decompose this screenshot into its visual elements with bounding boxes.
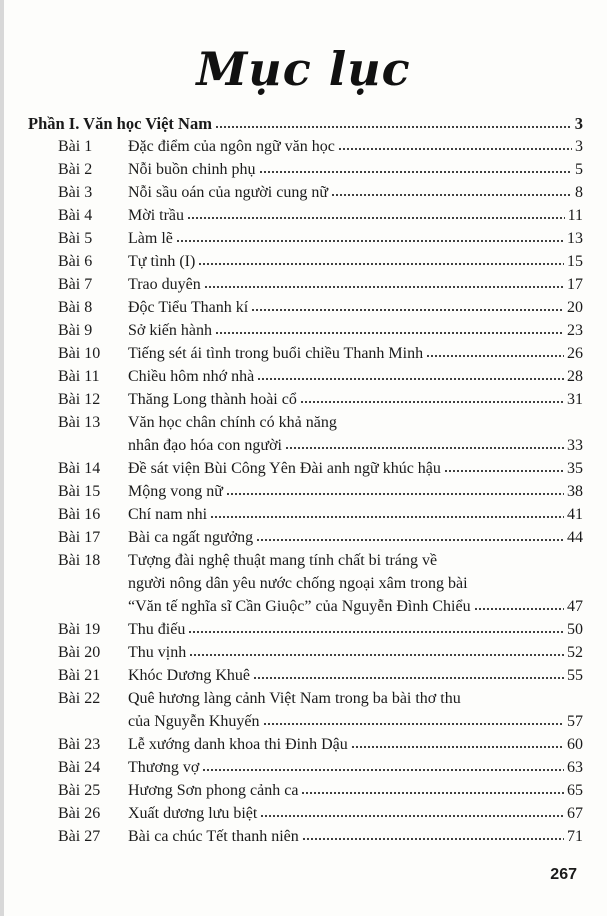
lesson-number: Bài 12 [58,391,101,408]
entry-body [128,687,583,733]
lesson-number: Bài 6 [58,253,93,270]
entry-body [128,503,583,526]
entry-line [128,595,583,618]
entry-body [128,250,583,273]
dot-leader [187,216,565,220]
part-page: 3 [574,114,583,133]
entry-line [128,733,583,756]
lesson-title: Thu vịnh [128,644,187,661]
toc-entry[interactable] [28,457,583,480]
dot-leader [285,446,564,450]
toc-entry[interactable] [28,250,583,273]
entry-line [128,411,583,434]
lesson-title: Tự tình (I) [128,253,196,270]
entry-line [128,710,583,733]
dot-leader [260,814,564,818]
dot-leader [198,262,564,266]
toc-entry[interactable] [28,319,583,342]
toc-entry[interactable] [28,687,583,733]
lesson-title: Trao duyên [128,276,201,293]
toc-entry[interactable] [28,664,583,687]
entry-line [128,158,583,181]
lesson-title: Bài ca chúc Tết thanh niên [128,828,299,845]
toc-entry[interactable] [28,802,583,825]
toc-entry[interactable] [28,296,583,319]
toc-entry[interactable] [28,480,583,503]
dot-leader [251,308,564,312]
lesson-title: Chí nam nhi [128,506,208,523]
entry-body [128,733,583,756]
toc-entry[interactable] [28,411,583,457]
entry-body [128,319,583,342]
entry-line [128,250,583,273]
lesson-number: Bài 21 [58,667,101,684]
toc-entry[interactable] [28,135,583,158]
page-title: Mục lục [196,42,411,96]
lesson-title: Thu điếu [128,621,186,638]
toc-entry[interactable] [28,227,583,250]
entry-page: 47 [567,598,583,615]
lesson-title: Bài ca ngất ngưởng [128,529,254,546]
entry-page: 50 [567,621,583,638]
dot-leader [176,239,564,243]
lesson-number: Bài 14 [58,460,101,477]
entry-line [128,135,583,158]
toc-entry[interactable] [28,641,583,664]
entry-body [128,204,583,227]
entry-line [128,779,583,802]
toc-entry[interactable] [28,549,583,618]
toc-entry[interactable] [28,388,583,411]
lesson-number: Bài 11 [58,368,100,385]
entry-body [128,664,583,687]
entry-page: 17 [567,276,583,293]
entry-line [128,756,583,779]
entry-line [128,365,583,388]
lesson-number: Bài 26 [58,805,101,822]
entry-line [128,802,583,825]
dot-leader [256,538,564,542]
entry-page: 33 [567,437,583,454]
dot-leader [444,469,564,473]
entry-line [128,434,583,457]
entry-line [128,342,583,365]
lesson-title: Tượng đài nghệ thuật mang tính chất bi tráng về [128,552,438,569]
toc-entry[interactable] [28,733,583,756]
dot-leader [331,193,572,197]
dot-leader [202,768,564,772]
lesson-number: Bài 10 [58,345,101,362]
lesson-number: Bài 5 [58,230,93,247]
table-of-contents [28,112,583,848]
entry-page: 55 [567,667,583,684]
toc-entry[interactable] [28,503,583,526]
entry-page: 15 [567,253,583,270]
entry-body [128,618,583,641]
dot-leader [204,285,564,289]
toc-entry[interactable] [28,825,583,848]
dot-leader [210,515,564,519]
entry-body [128,342,583,365]
lesson-title: Hương Sơn phong cảnh ca [128,782,299,799]
entry-body [128,181,583,204]
entry-body [128,227,583,250]
lesson-title: Mộng vong nữ [128,483,223,500]
entry-line [128,480,583,503]
entry-body [128,457,583,480]
lesson-title: Thương vợ [128,759,200,776]
entry-body [128,802,583,825]
toc-entry[interactable] [28,756,583,779]
dot-leader [263,722,564,726]
lesson-title: Mời trầu [128,207,185,224]
lesson-title: Quê hương làng cảnh Việt Nam trong ba bài thơ thu [128,690,461,707]
lesson-number: Bài 7 [58,276,93,293]
dot-leader [257,377,564,381]
lesson-number: Bài 15 [58,483,101,500]
entry-line [128,227,583,250]
lesson-number: Bài 9 [58,322,93,339]
entry-body [128,365,583,388]
entry-page: 13 [567,230,583,247]
lesson-title: Đề sát viện Bùi Công Yên Đài anh ngữ khúc hậu [128,460,441,477]
entry-body [128,756,583,779]
dot-leader [301,791,564,795]
entry-line [128,641,583,664]
lesson-number: Bài 3 [58,184,93,201]
lesson-number: Bài 19 [58,621,101,638]
entry-page: 63 [567,759,583,776]
entry-body [128,158,583,181]
entry-line [128,549,583,572]
toc-entry[interactable] [28,618,583,641]
entry-page: 71 [567,828,583,845]
toc-entries [28,135,583,848]
dot-leader [474,607,564,611]
entry-page: 57 [567,713,583,730]
entry-body [128,641,583,664]
entry-line [128,273,583,296]
dot-leader [351,745,564,749]
entry-page: 31 [567,391,583,408]
lesson-number: Bài 4 [58,207,93,224]
dot-leader [188,630,564,634]
page-number: 267 [550,866,577,883]
part-label: Phần I. Văn học Việt Nam [28,114,212,133]
lesson-number: Bài 23 [58,736,101,753]
dot-leader [426,354,564,358]
lesson-title: Văn học chân chính có khả năng [128,414,337,431]
entry-body [128,825,583,848]
lesson-number: Bài 1 [58,138,93,155]
entry-line [128,526,583,549]
entry-page: 44 [567,529,583,546]
entry-body [128,273,583,296]
lesson-title: Nỗi sầu oán của người cung nữ [128,184,328,201]
lesson-title: Sở kiến hành [128,322,213,339]
entry-page: 5 [575,161,583,178]
lesson-number: Bài 2 [58,161,93,178]
lesson-title: người nông dân yêu nước chống ngoại xâm trong bài [128,575,468,592]
dot-leader [259,170,572,174]
entry-page: 23 [567,322,583,339]
entry-body [128,135,583,158]
toc-entry[interactable] [28,273,583,296]
entry-page: 11 [567,207,583,224]
lesson-number: Bài 16 [58,506,101,523]
lesson-title: Làm lẽ [128,230,173,247]
lesson-title: Độc Tiểu Thanh kí [128,299,249,316]
lesson-title: của Nguyễn Khuyến [128,713,260,730]
entry-body [128,480,583,503]
lesson-title: nhân đạo hóa con người [128,437,282,454]
lesson-title: Xuất dương lưu biệt [128,805,258,822]
entry-page: 67 [567,805,583,822]
entry-body [128,779,583,802]
lesson-title: Tiếng sét ái tình trong buổi chiều Thanh Minh [128,345,424,362]
lesson-number: Bài 20 [58,644,101,661]
dot-leader [215,331,564,335]
entry-line [128,825,583,848]
entry-page: 52 [567,644,583,661]
lesson-number: Bài 25 [58,782,101,799]
dot-leader [338,147,572,151]
lesson-title: Lễ xướng danh khoa thi Đinh Dậu [128,736,348,753]
dot-leader [215,125,572,129]
dot-leader [300,400,564,404]
toc-entry[interactable] [28,779,583,802]
entry-page: 28 [567,368,583,385]
entry-page: 65 [567,782,583,799]
dot-leader [226,492,564,496]
entry-line [128,388,583,411]
entry-body [128,549,583,618]
lesson-number: Bài 8 [58,299,93,316]
toc-entry[interactable] [28,365,583,388]
toc-entry[interactable] [28,204,583,227]
toc-entry[interactable] [28,342,583,365]
entry-page: 3 [575,138,583,155]
entry-page: 26 [567,345,583,362]
entry-page: 8 [575,184,583,201]
dot-leader [253,676,564,680]
entry-line [128,319,583,342]
toc-entry[interactable] [28,526,583,549]
lesson-title: Nỗi buồn chinh phụ [128,161,256,178]
entry-line [128,457,583,480]
toc-part-heading[interactable] [28,112,583,135]
lesson-title: “Văn tế nghĩa sĩ Cần Giuộc” của Nguyễn Đình Chiểu [128,598,471,615]
lesson-number: Bài 18 [58,552,101,569]
entry-line [128,687,583,710]
lesson-number: Bài 13 [58,414,101,431]
toc-entry[interactable] [28,181,583,204]
entry-line [128,204,583,227]
lesson-title: Thăng Long thành hoài cổ [128,391,297,408]
entry-page: 38 [567,483,583,500]
page-edge [0,0,4,916]
lesson-title: Khóc Dương Khuê [128,667,250,684]
entry-body [128,526,583,549]
entry-body [128,388,583,411]
entry-line [128,618,583,641]
lesson-title: Đặc điểm của ngôn ngữ văn học [128,138,335,155]
dot-leader [302,837,564,841]
lesson-number: Bài 17 [58,529,101,546]
entry-body [128,411,583,457]
dot-leader [189,653,564,657]
entry-page: 41 [567,506,583,523]
entry-page: 60 [567,736,583,753]
lesson-number: Bài 27 [58,828,101,845]
entry-line [128,181,583,204]
entry-page: 20 [567,299,583,316]
entry-line [128,664,583,687]
entry-line [128,296,583,319]
entry-body [128,296,583,319]
entry-line [128,572,583,595]
entry-line [128,503,583,526]
lesson-title: Chiều hôm nhớ nhà [128,368,255,385]
toc-entry[interactable] [28,158,583,181]
entry-page: 35 [567,460,583,477]
lesson-number: Bài 22 [58,690,101,707]
lesson-number: Bài 24 [58,759,101,776]
